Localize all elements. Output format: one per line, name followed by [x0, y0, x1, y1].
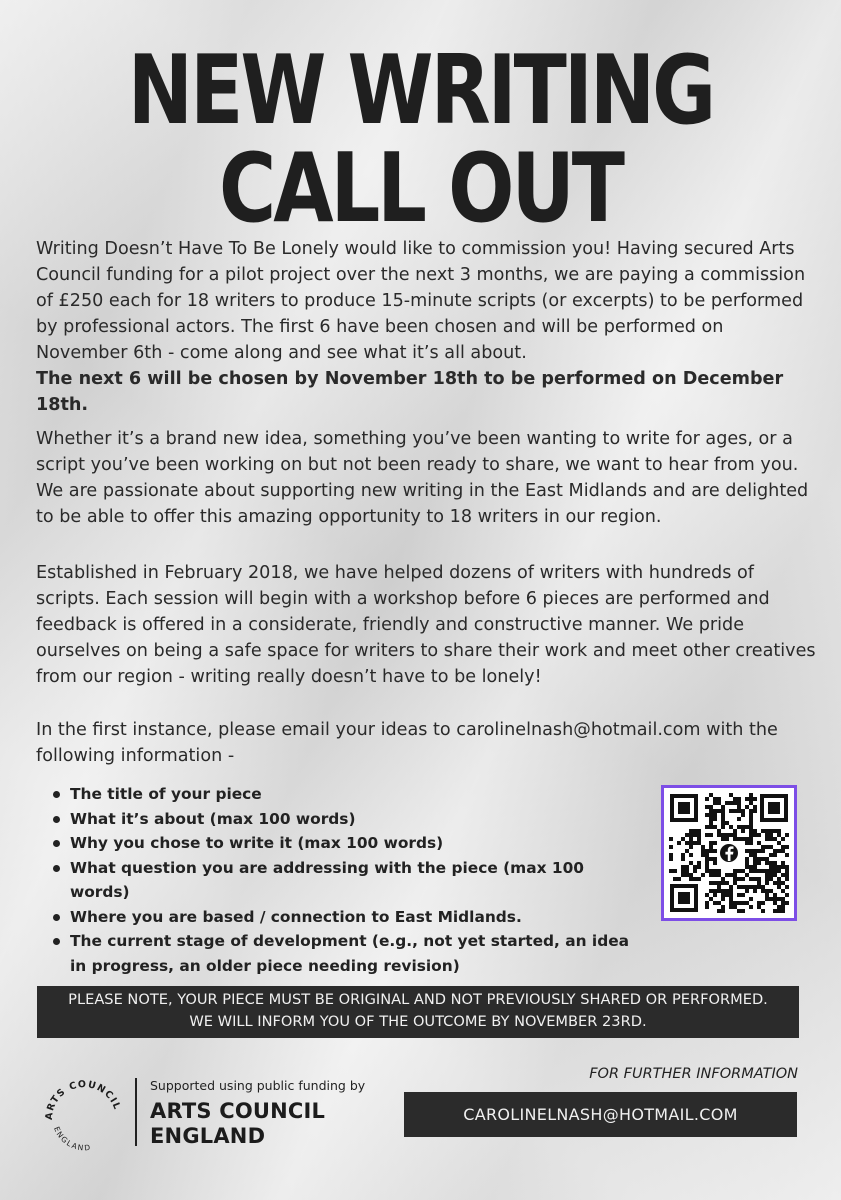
intro-bold-text: The next 6 will be chosen by November 18th to be performed on December 18th.: [36, 369, 784, 415]
notice-line-2: WE WILL INFORM YOU OF THE OUTCOME BY NOVEMBER 23RD.: [189, 1013, 647, 1030]
further-info-label: FOR FURTHER INFORMATION: [589, 1066, 798, 1082]
funding-statement: Supported using public funding by: [150, 1078, 366, 1093]
intro-text: Writing Doesn’t Have To Be Lonely would like to commission you! Having secured Arts Council funding for a pilot project over the next 3 months, we are paying a commission of £250 each for 18 writers to produce 15-minute scripts (or excerpts) to be performed by professional actors. The first 6 have been chosen and will be performed on November 6th - come along and see what it’s all about.: [36, 239, 806, 363]
requirements-list: [48, 782, 648, 978]
list-item: Where you are based / connection to East Midlands.: [48, 905, 648, 930]
paragraph-history: Established in February 2018, we have helped dozens of writers with hundreds of scripts. Each session will begin with a workshop before 6 pieces are performed and feedback is offered in a considerate, friendly and constructive manner. We pride ourselves on being a safe space for writers to share their work and meet other creatives from our region - writing really doesn’t have to be lonely!: [36, 563, 816, 687]
notice-line-1: PLEASE NOTE, YOUR PIECE MUST BE ORIGINAL AND NOT PREVIOUSLY SHARED OR PERFORMED.: [68, 991, 768, 1008]
list-item: The title of your piece: [48, 782, 648, 807]
list-item: What it’s about (max 100 words): [48, 807, 648, 832]
list-item: What question you are addressing with the piece (max 100 words): [48, 856, 648, 905]
list-item: Why you chose to write it (max 100 words): [48, 831, 648, 856]
svg-text:ENGLAND: ENGLAND: [51, 1125, 93, 1153]
facebook-icon: [718, 842, 740, 864]
arts-council-name-line-1: ARTS COUNCIL: [150, 1099, 326, 1123]
paragraph-ideas: Whether it’s a brand new idea, something you’ve been wanting to write for ages, or a script you’ve been working on but not been ready to share, we want to hear from you. We are passionate about supporting new writing in the East Midlands and are delighted to be able to offer this amazing opportunity to 18 writers in our region.: [36, 429, 809, 527]
page-title-line-1: NEW WRITING: [127, 36, 714, 147]
qr-code[interactable]: [661, 785, 797, 921]
paragraph-instructions: In the first instance, please email your ideas to carolinelnash@hotmail.com with the following information -: [36, 720, 778, 766]
page-title-line-2: CALL OUT: [218, 134, 623, 245]
intro-paragraph: [36, 236, 816, 418]
notice-banner: [37, 986, 799, 1038]
svg-text:ARTS COUNCIL: ARTS COUNCIL: [43, 1078, 123, 1121]
contact-email[interactable]: CAROLINELNASH@HOTMAIL.COM: [404, 1092, 797, 1137]
list-item: The current stage of development (e.g., not yet started, an idea in progress, an older piece needing revision): [48, 929, 648, 978]
logo-divider: [135, 1078, 137, 1146]
arts-council-name-line-2: ENGLAND: [150, 1124, 266, 1148]
arts-council-logo: [38, 1068, 128, 1158]
qr-code-graphic: [664, 788, 794, 918]
